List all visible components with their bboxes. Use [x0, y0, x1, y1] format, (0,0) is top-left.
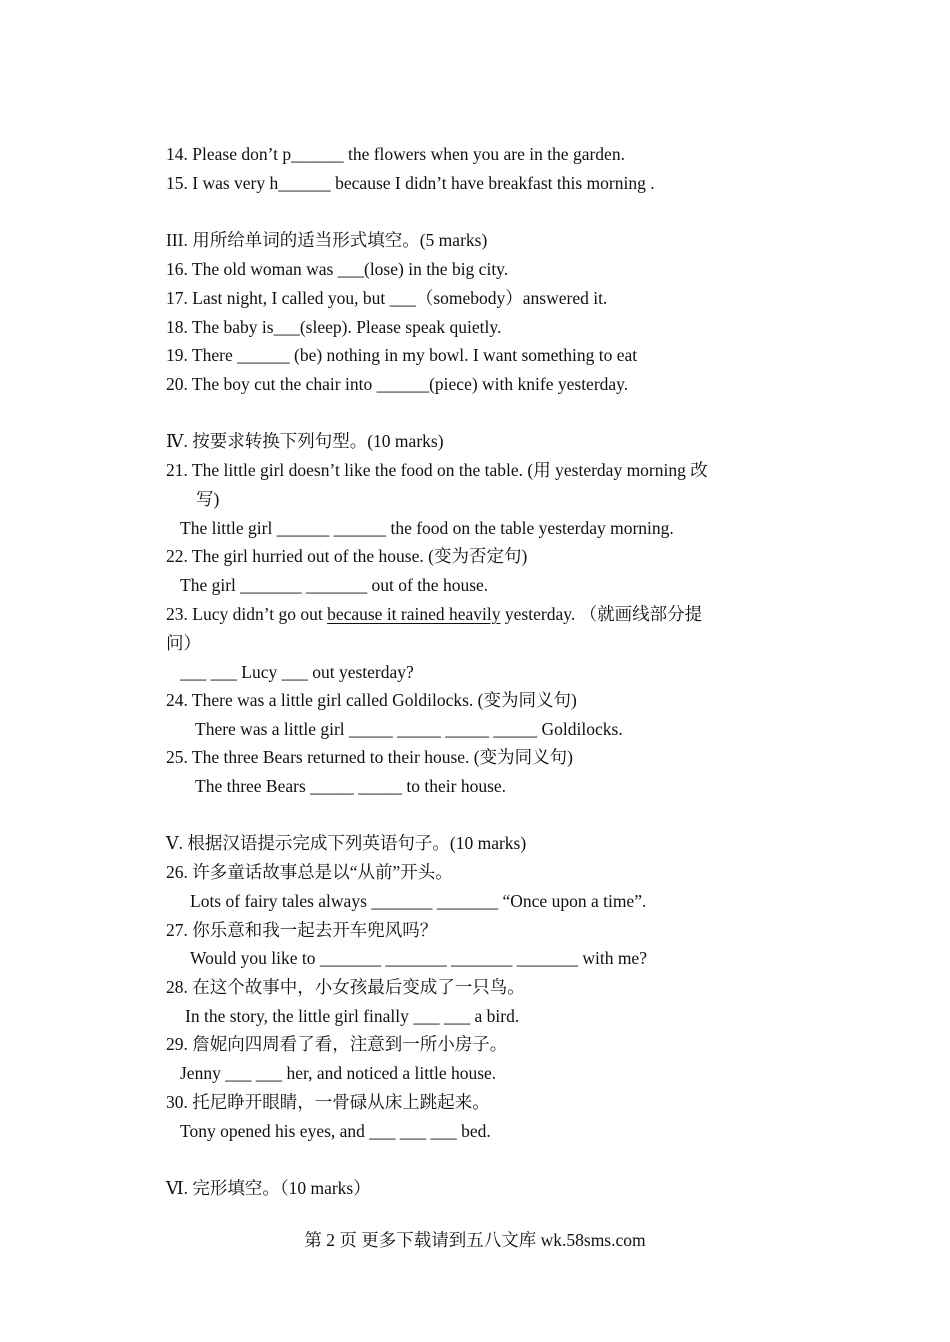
question-21-continuation: 写) — [196, 489, 220, 509]
question-21: 21. The little girl doesn’t like the food on the table. (用 yesterday morning 改 — [166, 460, 708, 480]
question-25: 25. The three Bears returned to their house. (变为同义句) — [166, 747, 573, 767]
section-5-heading: Ⅴ. 根据汉语提示完成下列英语句子。(10 marks) — [166, 833, 527, 853]
question-21-answer: The little girl ______ ______ the food on the table yesterday morning. — [180, 518, 674, 538]
section-6-heading: Ⅵ. 完形填空。（10 marks） — [166, 1178, 371, 1198]
question-23-continuation: 问） — [166, 633, 201, 653]
question-23-underlined: because it rained heavily — [327, 604, 501, 624]
question-27-answer: Would you like to _______ _______ _______ _______ with me? — [190, 948, 647, 968]
question-29-answer: Jenny ___ ___ her, and noticed a little house. — [180, 1063, 497, 1083]
question-23-suffix: yesterday. （就画线部分提 — [500, 604, 703, 624]
section-3-heading: III. 用所给单词的适当形式填空。(5 marks) — [166, 230, 488, 250]
question-23-prefix: 23. Lucy didn’t go out — [166, 604, 328, 624]
question-15: 15. I was very h______ because I didn’t have breakfast this morning . — [166, 173, 655, 193]
question-22-answer: The girl _______ _______ out of the house. — [180, 575, 489, 595]
question-26: 26. 许多童话故事总是以“从前”开头。 — [166, 862, 453, 882]
question-30: 30. 托尼睁开眼睛，一骨碌从床上跳起来。 — [166, 1092, 490, 1112]
question-27: 27. 你乐意和我一起去开车兜风吗？ — [166, 920, 438, 940]
page-footer: 第 2 页 更多下载请到五八文库 wk.58sms.com — [304, 1230, 646, 1250]
question-22: 22. The girl hurried out of the house. (变为否定句) — [166, 546, 528, 566]
question-14: 14. Please don’t p______ the flowers when you are in the garden. — [166, 144, 625, 164]
question-24-answer: There was a little girl _____ _____ _____ _____ Goldilocks. — [195, 719, 623, 739]
question-28-answer: In the story, the little girl finally ___ ___ a bird. — [185, 1006, 520, 1026]
question-16: 16. The old woman was ___(lose) in the big city. — [166, 259, 509, 279]
question-18: 18. The baby is___(sleep). Please speak quietly. — [166, 317, 502, 337]
question-28: 28. 在这个故事中，小女孩最后变成了一只鸟。 — [166, 977, 525, 997]
question-19: 19. There ______ (be) nothing in my bowl. I want something to eat — [166, 345, 638, 365]
question-24: 24. There was a little girl called Goldilocks. (变为同义句) — [166, 690, 577, 710]
question-26-answer: Lots of fairy tales always _______ _______ “Once upon a time”. — [190, 891, 647, 911]
question-30-answer: Tony opened his eyes, and ___ ___ ___ bed. — [180, 1121, 491, 1141]
section-4-heading: Ⅳ. 按要求转换下列句型。(10 marks) — [166, 431, 444, 451]
question-25-answer: The three Bears _____ _____ to their house. — [195, 776, 507, 796]
question-20: 20. The boy cut the chair into ______(piece) with knife yesterday. — [166, 374, 629, 394]
question-17: 17. Last night, I called you, but ___（somebody）answered it. — [166, 288, 608, 308]
question-23 — [166, 602, 702, 626]
question-23-answer: ___ ___ Lucy ___ out yesterday? — [180, 662, 414, 682]
question-29: 29. 詹妮向四周看了看，注意到一所小房子。 — [166, 1034, 508, 1054]
